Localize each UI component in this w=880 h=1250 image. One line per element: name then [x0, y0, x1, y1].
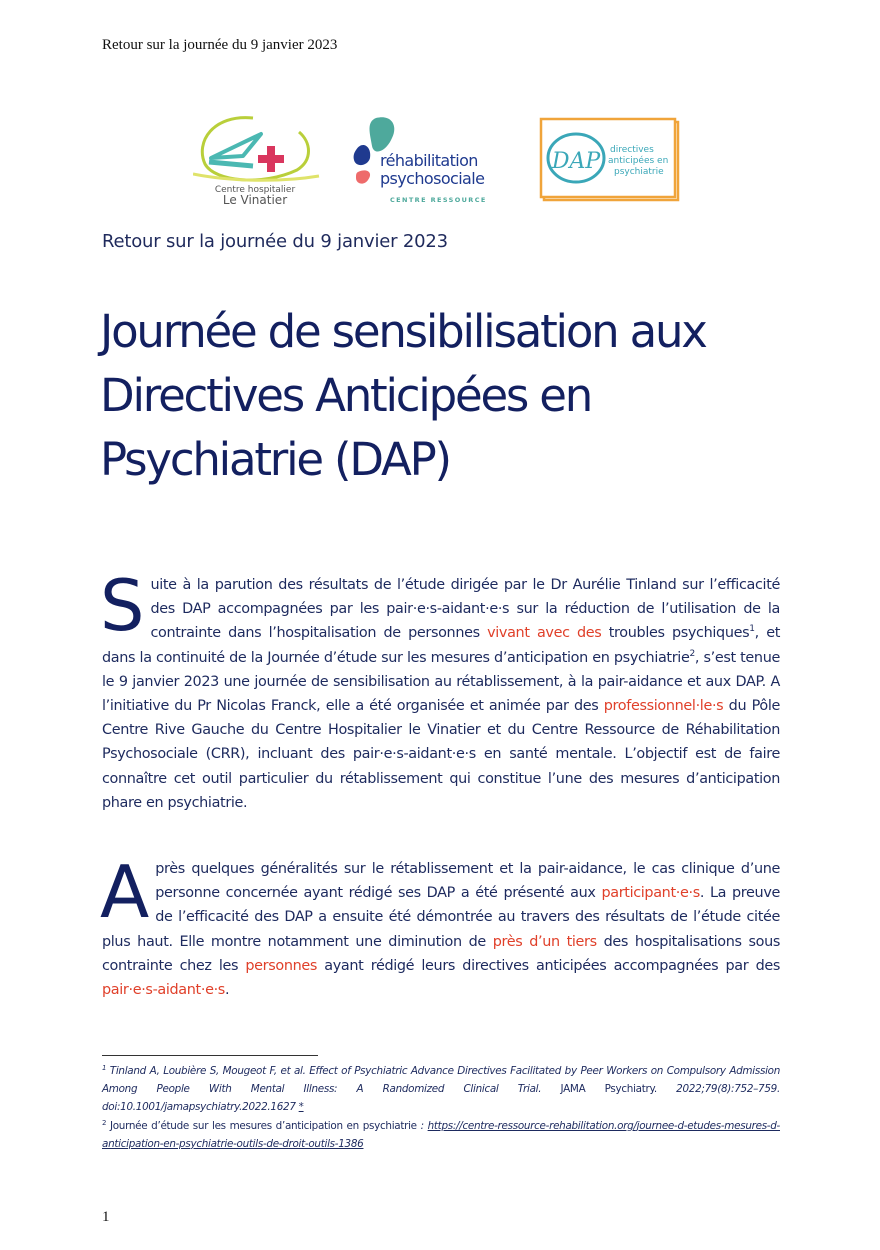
footnote-1 [102, 1062, 780, 1117]
p2-highlight-3: personnes [245, 957, 318, 974]
running-header: Retour sur la journée du 9 janvier 2023 [102, 37, 338, 53]
p2-text-4: ayant rédigé leurs directives anticipées accompagnées par des [317, 957, 781, 974]
rehab-logo [352, 116, 512, 208]
p2-highlight-4: pair·e·s-aidant·e·s [102, 982, 225, 999]
title-line-1: Journée de sensibilisation aux [100, 305, 706, 358]
footnote-1-journal: JAMA Psychiatry. [541, 1083, 657, 1096]
title-line-3: Psychiatrie (DAP) [100, 433, 450, 486]
p1-text-1: uite à la parution des résultats de l’étude dirigée par le Dr Aurélie Tinland sur l’efficacité des DAP accompagnées par les pair·e·s-aidant·e·s sur la réduction de l’utilisation de la contrainte dans l’hospitalisation de personnes [150, 577, 780, 642]
p1-highlight-1: vivant avec des [487, 625, 602, 642]
rehab-logo-line2: psychosociale [380, 169, 485, 188]
rehab-logo-line3: CENTRE RESSOURCE [390, 196, 487, 204]
p2-text-2: . La preuve de l’efficacité des DAP a ensuite été démontrée au travers des résultats de l’étude citée plus haut. Elle montre notamment une diminution de [102, 885, 780, 950]
footnote-ref-1[interactable]: 1 [749, 624, 755, 635]
footnote-1-text-3: 2022;79(8):752–759. doi:10.1001/jamapsychiatry.2022.1627 [102, 1083, 780, 1114]
footnote-2-separator: : [416, 1119, 428, 1132]
rehab-logo-line1: réhabilitation [380, 151, 478, 170]
p1-text-5: du Pôle Centre Rive Gauche du Centre Hospitalier le Vinatier et du Centre Ressource de Réhabilitation Psychosociale (CRR), incluant des pair·e·s-aidant·e·s en santé mentale. L’objectif est de faire connaître cet outil particulier du rétablissement qui constitue l’une des mesures d’anticipation phare en psychiatrie. [102, 698, 780, 811]
p2-highlight-2: près d’un tiers [492, 933, 597, 950]
dap-logo [538, 116, 686, 204]
p1-text-3: , et dans la continuité de la Journée d’étude sur les mesures d’anticipation en psychiatrie [102, 625, 780, 666]
dap-logo-line2: anticipées en [608, 156, 669, 166]
subtitle: Retour sur la journée du 9 janvier 2023 [102, 231, 448, 252]
p1-text-4: , s’est tenue le 9 janvier 2023 une journée de sensibilisation au rétablissement, à la pair-aidance et aux DAP. A l’initiative du Pr Nicolas Franck, elle a été organisée et animée par des [102, 649, 780, 715]
paragraph-1 [100, 565, 780, 815]
footnote-1-text-1: Tinland A, Loubière S, Mougeot F, et al. Effect of Psychiatric Advance Directives Facilitated by Peer Workers on Compulsory Admission Among People With Mental Illness: A Randomized Clinical Trial. [102, 1065, 780, 1096]
p1-highlight-2: professionnel·le·s [603, 698, 724, 715]
dropcap-s: S [100, 565, 145, 647]
p2-text-3: des hospitalisations sous contrainte chez les [102, 933, 781, 974]
p1-text-2: troubles psychiques [601, 625, 750, 642]
logos-banner [0, 108, 880, 208]
vinatier-logo [193, 112, 321, 208]
footnote-1-number: 1 [102, 1064, 107, 1072]
dap-logo-mark: DAP [551, 149, 601, 174]
dap-logo-line3: psychiatrie [614, 167, 664, 177]
dropcap-a: A [100, 850, 150, 934]
footnote-ref-2[interactable]: 2 [689, 648, 695, 659]
title-line-2: Directives Anticipées en [100, 369, 592, 422]
dap-logo-line1: directives [610, 145, 654, 155]
footnote-2 [102, 1117, 780, 1153]
footnote-separator [102, 1055, 318, 1056]
p2-highlight-1: participant·e·s [601, 885, 700, 902]
paragraph-2 [100, 850, 781, 1002]
footnotes [102, 1062, 780, 1153]
footnote-2-link[interactable]: https://centre-ressource-rehabilitation.org/journee-d-etudes-mesures-d-anticipation-en-psychiatrie-outils-de-droit-outils-1386 [102, 1119, 780, 1150]
p2-text-1: près quelques généralités sur le rétablissement et la pair-aidance, le cas clinique d’une personne concernée ayant rédigé ses DAP a été présenté aux [155, 861, 780, 902]
footnote-2-number: 2 [102, 1118, 107, 1127]
page-title [100, 300, 820, 492]
p2-text-5: . [224, 982, 230, 999]
footnote-1-link[interactable]: * [298, 1101, 304, 1114]
vinatier-logo-line1: Centre hospitalier [214, 185, 296, 195]
vinatier-logo-line2: Le Vinatier [222, 193, 288, 207]
footnote-2-text-1: Journée d’étude sur les mesures d’anticipation en psychiatrie [106, 1119, 417, 1132]
page-number: 1 [102, 1209, 110, 1225]
